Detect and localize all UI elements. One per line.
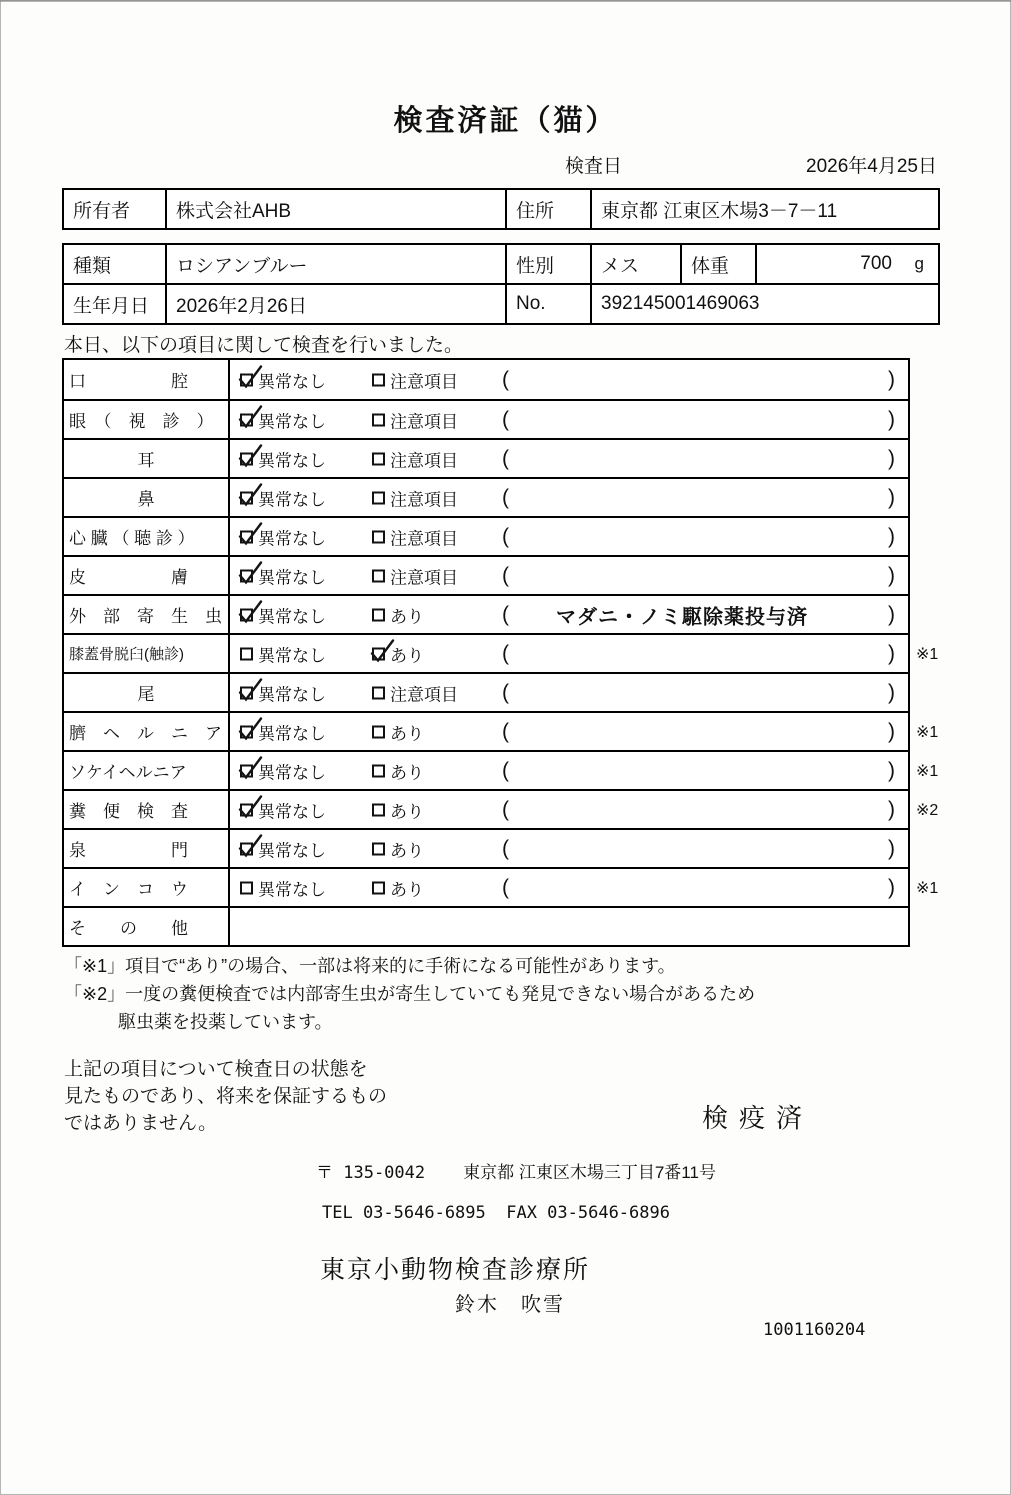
exam-row-content (230, 791, 908, 828)
exam-item-label: イ ン コ ウ (64, 869, 230, 906)
paren-open: ( (502, 797, 509, 821)
option2-label: あり (390, 841, 424, 860)
exam-row (64, 477, 908, 516)
option2-label: 注意項目 (390, 372, 458, 391)
exam-row (64, 516, 908, 555)
option1 (240, 485, 326, 510)
quarantine-stamp: 検疫済 (702, 1103, 814, 1133)
option1-label: 異常なし (258, 685, 326, 704)
exam-item-label: 心 臓 （ 聴 診 ） (64, 518, 230, 555)
option1 (240, 407, 326, 432)
paren-open: ( (502, 836, 509, 860)
clinic-name: 東京小動物検査診療所 (320, 1256, 591, 1284)
paren-open: ( (502, 641, 509, 665)
exam-row (64, 555, 908, 594)
checkmark-icon (236, 403, 264, 431)
option2-label: あり (390, 802, 424, 821)
inspection-date-value: 2026年4月25日 (806, 156, 937, 177)
paren-open: ( (502, 367, 509, 391)
checkmark-icon (236, 559, 264, 587)
option1 (240, 641, 326, 666)
paren-close: ) (888, 563, 895, 587)
option1 (240, 797, 326, 822)
option2 (372, 602, 424, 627)
exam-row-content (230, 557, 908, 594)
option2-label: 注意項目 (390, 529, 458, 548)
option1-label: 異常なし (258, 451, 326, 470)
checkbox-icon (240, 647, 253, 660)
owner-value: 株式会社AHB (167, 190, 507, 228)
option1 (240, 524, 326, 549)
footnotes: 「※1」項目で“あり”の場合、一部は将来的に手術になる可能性があります。 「※2」一度の糞便検査では内部寄生虫が寄生していても発見できない場合があるため 駆虫薬を投薬しています。 (64, 956, 756, 1032)
option1 (240, 602, 326, 627)
owner-row (64, 190, 938, 228)
option2 (372, 563, 458, 588)
breed-label: 種類 (64, 245, 167, 283)
weight-value-cell (757, 245, 938, 283)
exam-item-label: そ の 他 (64, 908, 230, 945)
paren-open: ( (502, 485, 509, 509)
checkbox-icon (240, 452, 253, 465)
option1 (240, 758, 326, 783)
checkbox-icon (372, 530, 385, 543)
option1-label: 異常なし (258, 607, 326, 626)
paren-open: ( (502, 407, 509, 431)
exam-row-content (230, 360, 908, 399)
owner-table (62, 188, 940, 230)
checkbox-icon (372, 842, 385, 855)
paren-close: ) (888, 524, 895, 548)
exam-intro-text: 本日、以下の項目に関して検査を行いました。 (64, 335, 464, 356)
row-note: ※1 (916, 723, 939, 741)
veterinarian-name: 鈴木 吹雪 (455, 1294, 565, 1316)
paren-open: ( (502, 524, 509, 548)
row-note: ※1 (916, 762, 939, 780)
exam-row-content (230, 713, 908, 750)
paren-close: ) (888, 836, 895, 860)
checkmark-icon (236, 598, 264, 626)
paren-close: ) (888, 446, 895, 470)
exam-row (64, 672, 908, 711)
option1 (240, 367, 326, 392)
paren-close: ) (888, 797, 895, 821)
animal-row-1 (64, 245, 938, 283)
exam-row (64, 438, 908, 477)
option1-label: 異常なし (258, 568, 326, 587)
checkbox-icon (372, 764, 385, 777)
checkbox-icon (372, 881, 385, 894)
exam-row (64, 711, 939, 750)
paren-close: ) (888, 875, 895, 899)
inspection-date-label: 検査日 (565, 156, 623, 177)
paren-open: ( (502, 875, 509, 899)
checkbox-icon (240, 569, 253, 582)
exam-row-content (230, 635, 908, 672)
document-number: 1001160204 (763, 1320, 866, 1340)
checkbox-icon (372, 569, 385, 582)
checkbox-icon (240, 491, 253, 504)
option1 (240, 680, 326, 705)
exam-row (64, 399, 908, 438)
checkmark-icon (236, 676, 264, 704)
paren-open: ( (502, 758, 509, 782)
exam-row (64, 867, 939, 906)
exam-row-content (230, 479, 908, 516)
checkbox-icon (240, 803, 253, 816)
paren-close: ) (888, 602, 895, 626)
number-label: No. (507, 285, 592, 323)
exam-row-content (230, 401, 908, 438)
checkmark-icon (236, 363, 264, 391)
option2-label: 注意項目 (390, 490, 458, 509)
exam-row (64, 828, 908, 867)
option1 (240, 446, 326, 471)
paren-open: ( (502, 563, 509, 587)
paren-open: ( (502, 719, 509, 743)
checkbox-icon (372, 491, 385, 504)
paren-text: マダニ・ノミ駆除薬投与済 (556, 606, 808, 628)
checkmark-icon (368, 637, 396, 665)
paren-close: ) (888, 758, 895, 782)
option1-label: 異常なし (258, 646, 326, 665)
checkbox-icon (372, 452, 385, 465)
paren-open: ( (502, 446, 509, 470)
option1-label: 異常なし (258, 763, 326, 782)
animal-row-2 (64, 283, 938, 323)
option2-label: あり (390, 880, 424, 899)
exam-item-label: 鼻 (64, 479, 230, 516)
number-value: 392145001469063 (601, 293, 760, 314)
checkbox-icon (240, 373, 253, 386)
disclaimer-text: 上記の項目について検査日の状態を 見たものであり、将来を保証するもの ではありません。 (64, 1059, 388, 1134)
checkbox-icon (240, 413, 253, 426)
weight-label: 体重 (682, 245, 757, 283)
checkbox-icon (372, 413, 385, 426)
paren-open: ( (502, 680, 509, 704)
option2 (372, 875, 424, 900)
clinic-address: 東京都 江東区木場三丁目7番11号 (463, 1163, 716, 1182)
exam-table (62, 358, 939, 947)
option2 (372, 758, 424, 783)
option1 (240, 563, 326, 588)
checkmark-icon (236, 481, 264, 509)
checkbox-icon (240, 686, 253, 699)
exam-row (64, 633, 939, 672)
paren-close: ) (888, 680, 895, 704)
paren-close: ) (888, 641, 895, 665)
row-note: ※1 (916, 879, 939, 897)
option2-label: あり (390, 763, 424, 782)
option1 (240, 719, 326, 744)
checkbox-icon (372, 725, 385, 738)
exam-row-content (230, 596, 908, 633)
paren-open: ( (502, 602, 509, 626)
option1-label: 異常なし (258, 880, 326, 899)
exam-item-label: 外 部 寄 生 虫 (64, 596, 230, 633)
weight-unit: g (914, 254, 924, 273)
exam-row (64, 789, 939, 828)
exam-row-content (230, 674, 908, 711)
option2 (372, 524, 458, 549)
clinic-address-line (316, 1158, 716, 1183)
clinic-tel-fax: TEL 03-5646-6895 FAX 03-5646-6896 (322, 1203, 670, 1223)
option1-label: 異常なし (258, 724, 326, 743)
paren-close: ) (888, 485, 895, 509)
row-note: ※2 (916, 801, 939, 819)
option1 (240, 836, 326, 861)
exam-row-content (230, 908, 908, 945)
option2-label: 注意項目 (390, 412, 458, 431)
owner-label: 所有者 (64, 190, 167, 228)
paren-close: ) (888, 367, 895, 391)
exam-item-label: 耳 (64, 440, 230, 477)
checkbox-icon (240, 842, 253, 855)
exam-row-content (230, 869, 908, 906)
option2 (372, 719, 424, 744)
checkmark-icon (236, 754, 264, 782)
option1-label: 異常なし (258, 529, 326, 548)
option1-label: 異常なし (258, 372, 326, 391)
option1 (240, 875, 326, 900)
exam-item-label: 膝蓋骨脱臼(触診) (64, 635, 230, 672)
exam-item-label: 泉 門 (64, 830, 230, 867)
exam-item-label: 口 腔 (64, 360, 230, 399)
checkbox-icon (372, 373, 385, 386)
sex-label: 性別 (507, 245, 592, 283)
animal-table (62, 243, 940, 325)
paren-close: ) (888, 719, 895, 743)
paren-close: ) (888, 407, 895, 431)
checkbox-icon (372, 803, 385, 816)
option2 (372, 485, 458, 510)
option2 (372, 446, 458, 471)
checkbox-icon (372, 686, 385, 699)
sex-value: メス (592, 245, 682, 283)
page-title: 検査済証（猫） (393, 105, 618, 137)
breed-value: ロシアンブルー (167, 245, 507, 283)
checkmark-icon (236, 832, 264, 860)
checkbox-icon (240, 725, 253, 738)
row-note: ※1 (916, 645, 939, 663)
option1-label: 異常なし (258, 490, 326, 509)
exam-item-label: 糞 便 検 査 (64, 791, 230, 828)
checkbox-icon (240, 881, 253, 894)
exam-row-content (230, 518, 908, 555)
address-label: 住所 (507, 190, 592, 228)
option2 (372, 367, 458, 392)
option1-label: 異常なし (258, 802, 326, 821)
clinic-postal-code: 〒 135-0042 (316, 1163, 426, 1183)
checkmark-icon (236, 793, 264, 821)
exam-item-label: 眼 （ 視 診 ） (64, 401, 230, 438)
option2 (372, 797, 424, 822)
option2-label: 注意項目 (390, 451, 458, 470)
option1-label: 異常なし (258, 412, 326, 431)
exam-row-content (230, 752, 908, 789)
exam-row-content (230, 830, 908, 867)
exam-row (64, 750, 939, 789)
birthdate-value: 2026年2月26日 (167, 285, 507, 323)
checkbox-icon (372, 647, 385, 660)
checkmark-icon (236, 715, 264, 743)
checkbox-icon (240, 608, 253, 621)
checkmark-icon (236, 520, 264, 548)
exam-row (64, 906, 908, 945)
exam-row (64, 360, 908, 399)
checkbox-icon (240, 764, 253, 777)
exam-item-label: 臍 ヘ ル ニ ア (64, 713, 230, 750)
option2-label: あり (390, 724, 424, 743)
option2-label: 注意項目 (390, 568, 458, 587)
exam-row (64, 594, 908, 633)
checkbox-icon (372, 608, 385, 621)
weight-value: 700 (860, 253, 892, 274)
option2 (372, 680, 458, 705)
exam-item-label: 尾 (64, 674, 230, 711)
exam-item-label: ソケイヘルニア (64, 752, 230, 789)
option2 (372, 836, 424, 861)
option2 (372, 641, 424, 666)
option2-label: 注意項目 (390, 685, 458, 704)
address-value: 東京都 江東区木場3－7－11 (601, 200, 838, 222)
option1-label: 異常なし (258, 841, 326, 860)
option2-label: あり (390, 607, 424, 626)
exam-item-label: 皮 膚 (64, 557, 230, 594)
checkbox-icon (240, 530, 253, 543)
option2-label: あり (390, 646, 424, 665)
exam-row-content (230, 440, 908, 477)
option2 (372, 407, 458, 432)
birthdate-label: 生年月日 (64, 285, 167, 323)
checkmark-icon (236, 442, 264, 470)
